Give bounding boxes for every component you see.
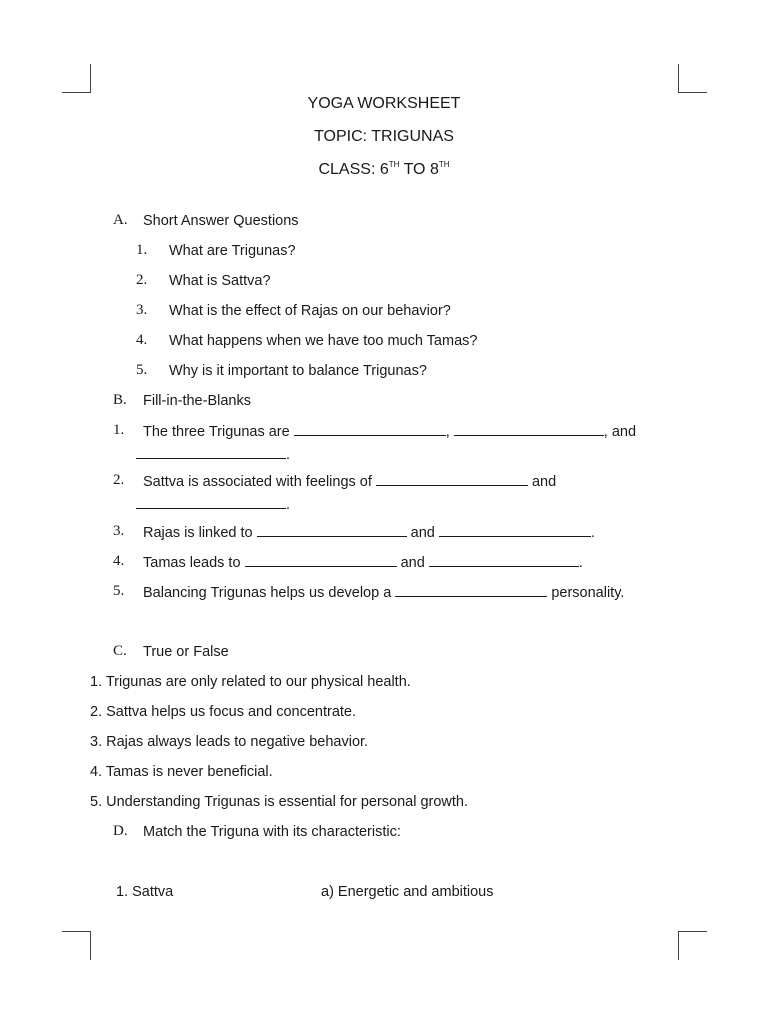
true-false-statement: 5. Understanding Trigunas is essential for personal growth. xyxy=(90,794,469,810)
section-c-marker: C. xyxy=(113,643,127,659)
answer-blank[interactable] xyxy=(294,423,446,436)
crop-mark-top-left xyxy=(62,64,91,93)
blank-item-number: 3. xyxy=(113,523,125,539)
true-false-statement: 1. Trigunas are only related to our physical health. xyxy=(90,674,411,690)
worksheet-class: CLASS: 6TH TO 8TH xyxy=(318,160,450,178)
question-number: 3. xyxy=(136,302,148,318)
worksheet-title: YOGA WORKSHEET xyxy=(307,95,461,112)
crop-mark-bottom-right xyxy=(678,931,707,960)
match-right-item: a) Energetic and ambitious xyxy=(321,884,494,900)
fill-blank-item: Balancing Trigunas helps us develop a personality. xyxy=(143,585,625,601)
true-false-statement: 4. Tamas is never beneficial. xyxy=(90,764,273,780)
section-c-heading: True or False xyxy=(143,644,229,660)
section-d-heading: Match the Triguna with its characteristic: xyxy=(143,824,401,840)
true-false-statement: 3. Rajas always leads to negative behavior. xyxy=(90,734,369,750)
crop-mark-bottom-left xyxy=(62,931,91,960)
question-number: 1. xyxy=(136,242,148,258)
section-b-heading: Fill-in-the-Blanks xyxy=(143,393,251,409)
blank-item-number: 5. xyxy=(113,583,125,599)
question-number: 2. xyxy=(136,272,148,288)
section-b-marker: B. xyxy=(113,392,127,408)
section-a-heading: Short Answer Questions xyxy=(143,213,299,229)
answer-blank[interactable] xyxy=(245,554,397,567)
blank-item-number: 1. xyxy=(113,422,125,438)
answer-blank[interactable] xyxy=(257,524,407,537)
answer-blank[interactable] xyxy=(136,446,286,459)
answer-blank[interactable] xyxy=(376,473,528,486)
fill-blank-item: Rajas is linked to and . xyxy=(143,525,595,541)
match-left-item: 1. Sattva xyxy=(116,884,174,900)
question-text: Why is it important to balance Trigunas? xyxy=(169,363,427,379)
answer-blank[interactable] xyxy=(454,423,604,436)
answer-blank[interactable] xyxy=(429,554,579,567)
section-a-marker: A. xyxy=(113,212,128,228)
worksheet-topic: TOPIC: TRIGUNAS xyxy=(314,128,454,145)
question-text: What is Sattva? xyxy=(169,273,271,289)
answer-blank[interactable] xyxy=(439,524,591,537)
fill-blank-item: Sattva is associated with feelings of and xyxy=(143,474,557,490)
question-number: 5. xyxy=(136,362,148,378)
fill-blank-item: Tamas leads to and . xyxy=(143,555,583,571)
question-number: 4. xyxy=(136,332,148,348)
section-d-marker: D. xyxy=(113,823,128,839)
answer-blank[interactable] xyxy=(136,496,286,509)
blank-item-number: 4. xyxy=(113,553,125,569)
blank-item-number: 2. xyxy=(113,472,125,488)
question-text: What is the effect of Rajas on our behavior? xyxy=(169,303,451,319)
question-text: What happens when we have too much Tamas? xyxy=(169,333,478,349)
question-text: What are Trigunas? xyxy=(169,243,296,259)
answer-blank[interactable] xyxy=(395,584,547,597)
fill-blank-continuation: . xyxy=(136,496,290,513)
true-false-statement: 2. Sattva helps us focus and concentrate. xyxy=(90,704,356,720)
crop-mark-top-right xyxy=(678,64,707,93)
fill-blank-item: The three Trigunas are , , and xyxy=(143,424,637,440)
fill-blank-continuation: . xyxy=(136,446,290,463)
